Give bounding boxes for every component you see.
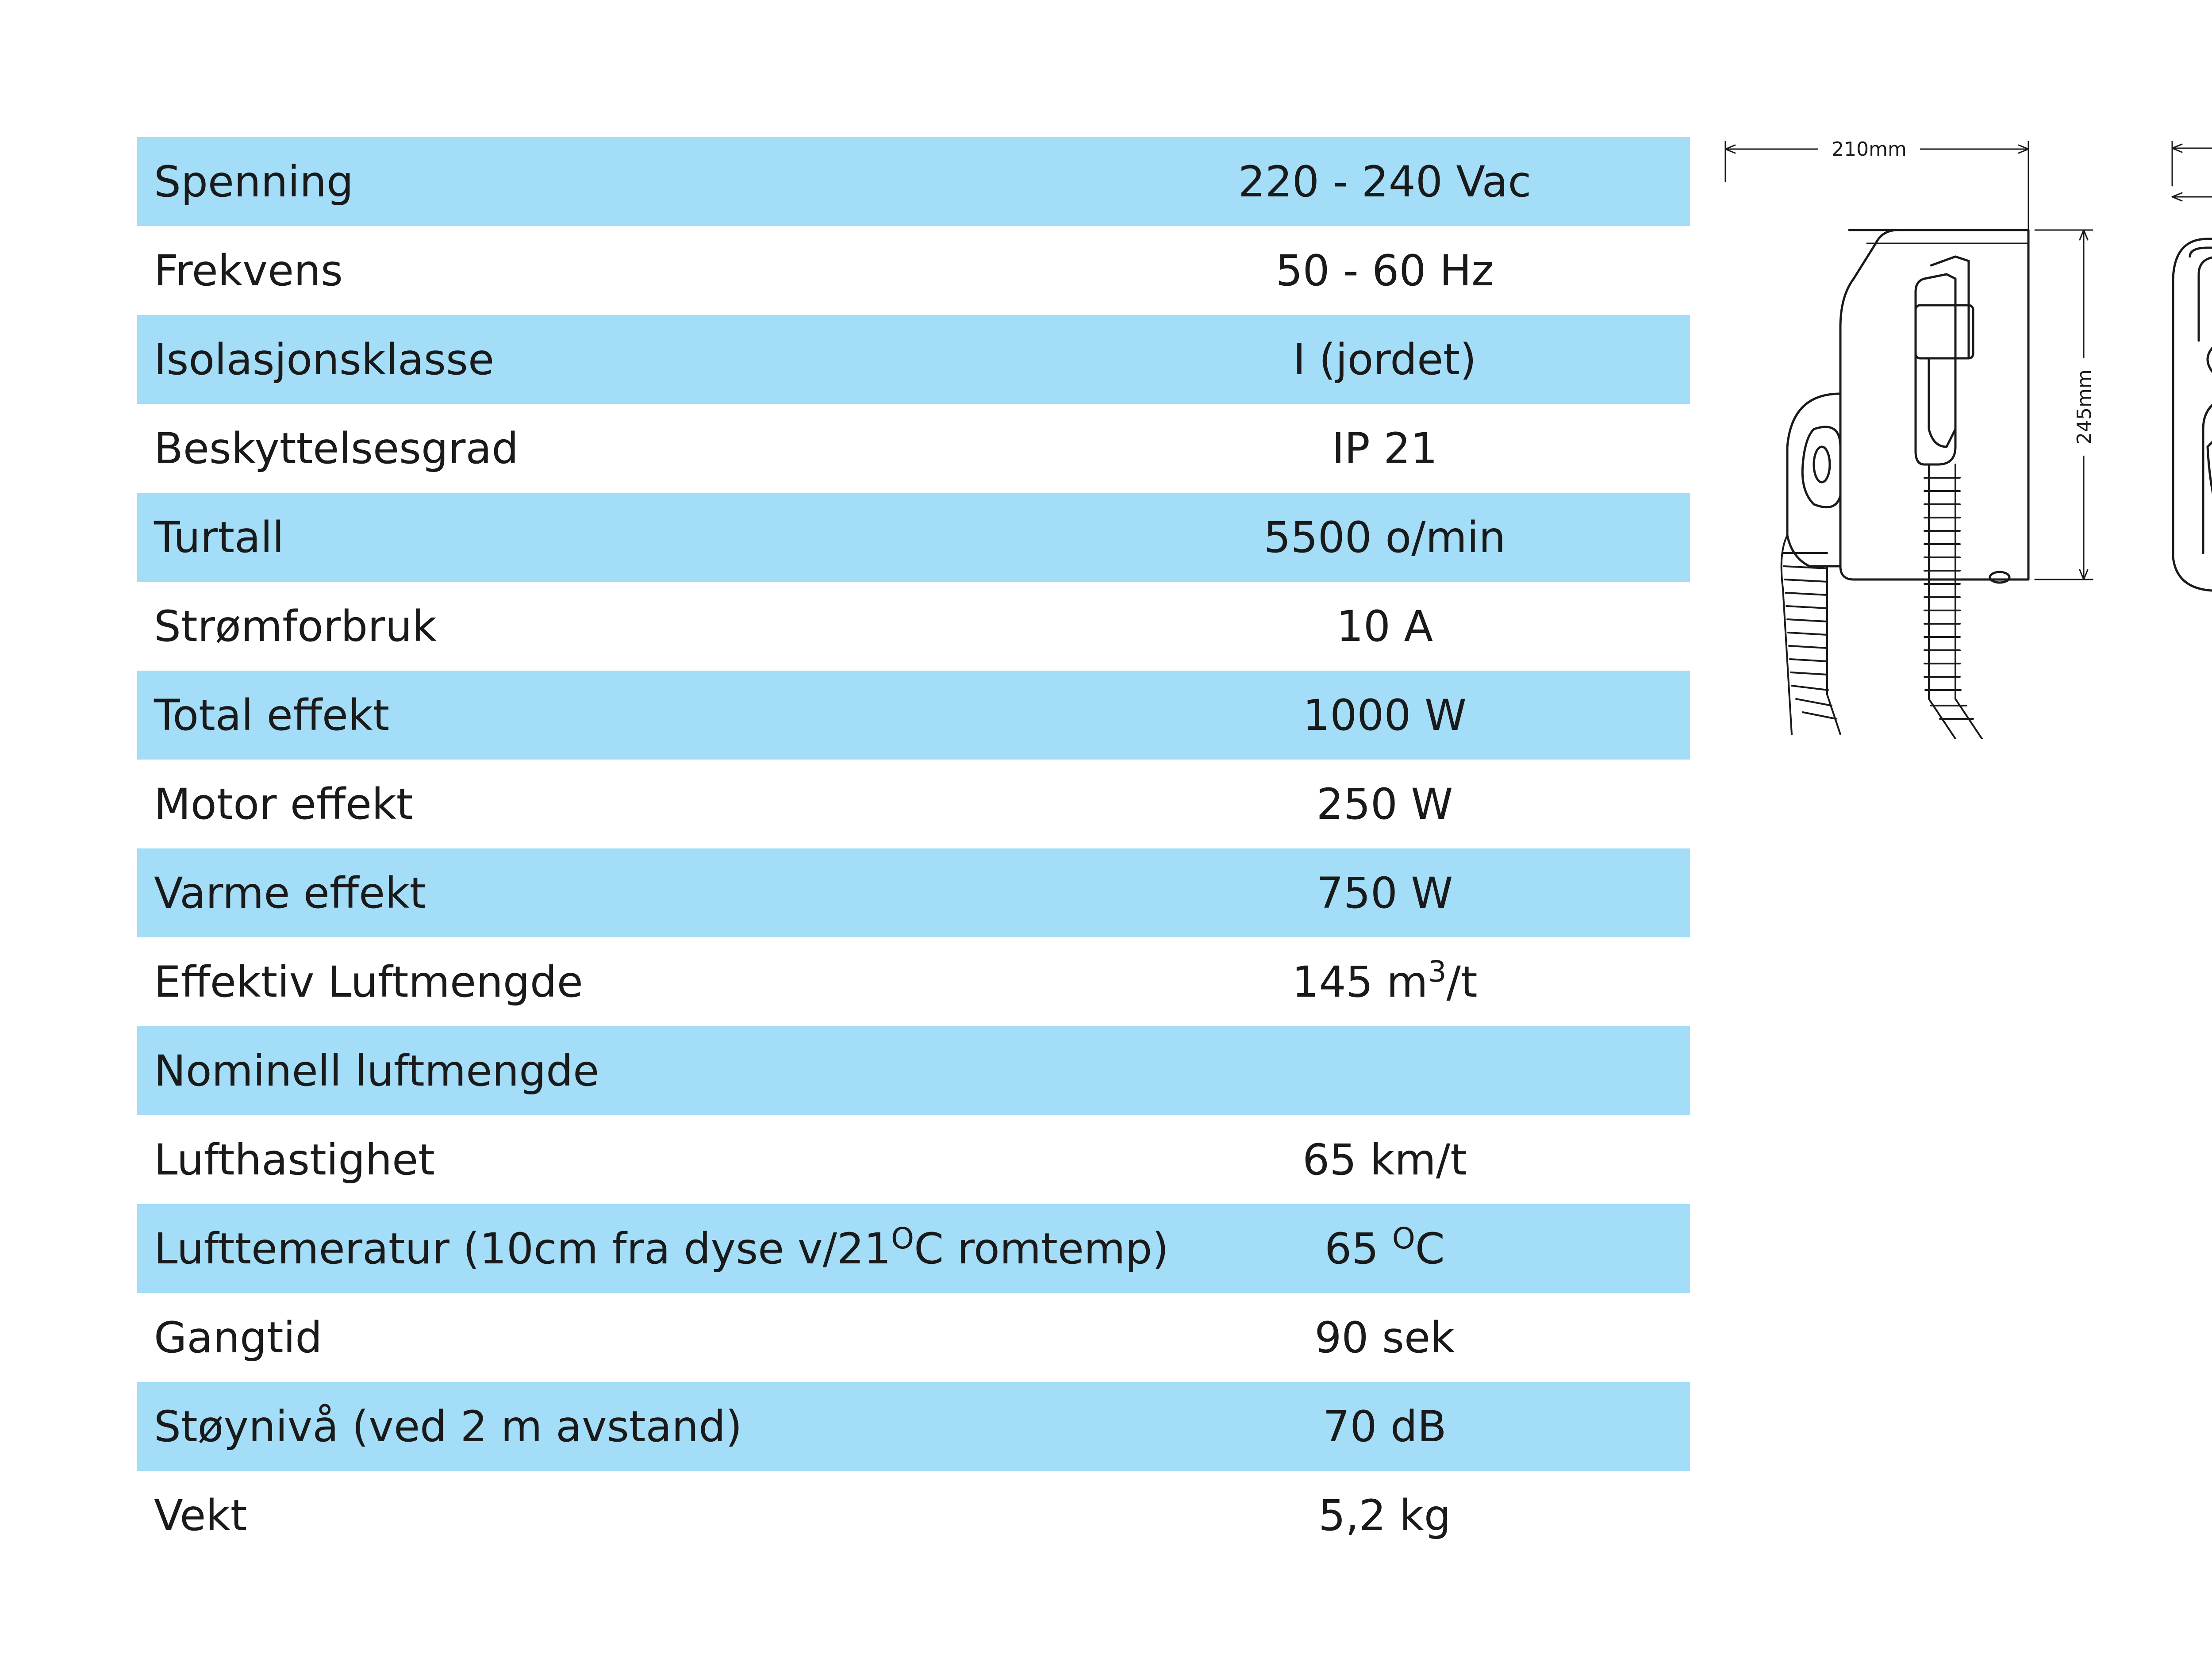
spec-label: Motor effekt [154,779,413,829]
spec-label: Vekt [154,1490,247,1540]
spec-value: 5500 o/min [1263,512,1506,562]
spec-row-rpm [137,493,1690,582]
spec-row-heating-power [137,848,1690,937]
spec-row-nominal-airflow [137,1026,1690,1115]
spec-label: Varme effekt [154,868,426,918]
spec-row-total-power [137,671,1690,760]
spec-row-voltage [137,137,1690,226]
spec-row-protection-rating [137,404,1690,493]
side-view-drawing [1708,111,2132,739]
spec-label: Effektiv Luftmengde [154,957,583,1007]
spec-label: Strømforbruk [154,601,437,651]
spec-value: 5,2 kg [1318,1490,1451,1540]
spec-label: Gangtid [154,1312,323,1362]
spec-value: 65 km/t [1302,1135,1467,1185]
spec-value: I (jordet) [1293,334,1477,384]
spec-label: Frekvens [154,246,343,295]
total-width-dimension [2172,136,2212,270]
nozzle [2203,380,2212,591]
spec-row-air-temperature [137,1204,1690,1293]
spec-label: Isolasjonsklasse [154,334,495,384]
spec-value: 220 - 240 Vac [1238,157,1532,207]
spec-row-weight [137,1471,1690,1560]
spec-value: 50 - 60 Hz [1275,246,1494,295]
spec-value: IP 21 [1332,423,1438,473]
spec-row-motor-power [137,760,1690,848]
spec-row-effective-airflow [137,937,1690,1026]
spec-label: Støynivå (ved 2 m avstand) [154,1401,742,1451]
spec-value: 70 dB [1323,1401,1447,1451]
spec-label: Lufthastighet [154,1135,435,1185]
spec-table [137,137,1690,1560]
height-dimension [2035,230,2096,579]
spec-value: 145 $m^3/t$ [1292,954,1478,1007]
spec-row-noise-level [137,1382,1690,1471]
spec-row-air-speed [137,1115,1690,1204]
spec-value: 250 W [1316,779,1453,829]
dim-label-depth: 210mm [1832,138,1907,161]
spec-row-frequency [137,226,1690,315]
dim-label-height: 245mm [2073,369,2096,445]
front-view-drawing [2150,111,2212,840]
spec-value: 10 A [1336,601,1433,651]
spec-value: 1000 W [1303,690,1467,740]
spec-label: Lufttemeratur (10cm fra dyse $v/21^OC$ romtemp) [154,1221,1169,1274]
spec-value: 750 W [1316,868,1453,918]
spec-value: 90 sek [1314,1312,1455,1362]
depth-dimension [1725,137,2028,319]
spec-label: Nominell luftmengde [154,1046,599,1096]
spec-label: Beskyttelsesgrad [154,423,519,473]
spec-row-current [137,582,1690,671]
spec-row-insulation-class [137,315,1690,404]
hose-right [1924,464,1982,739]
spec-value: 65 $^O$C [1325,1221,1445,1274]
spec-label: Total effekt [154,690,390,740]
spec-label: Spenning [154,157,354,207]
spec-row-run-time [137,1293,1690,1382]
spec-label: Turtall [154,512,284,562]
